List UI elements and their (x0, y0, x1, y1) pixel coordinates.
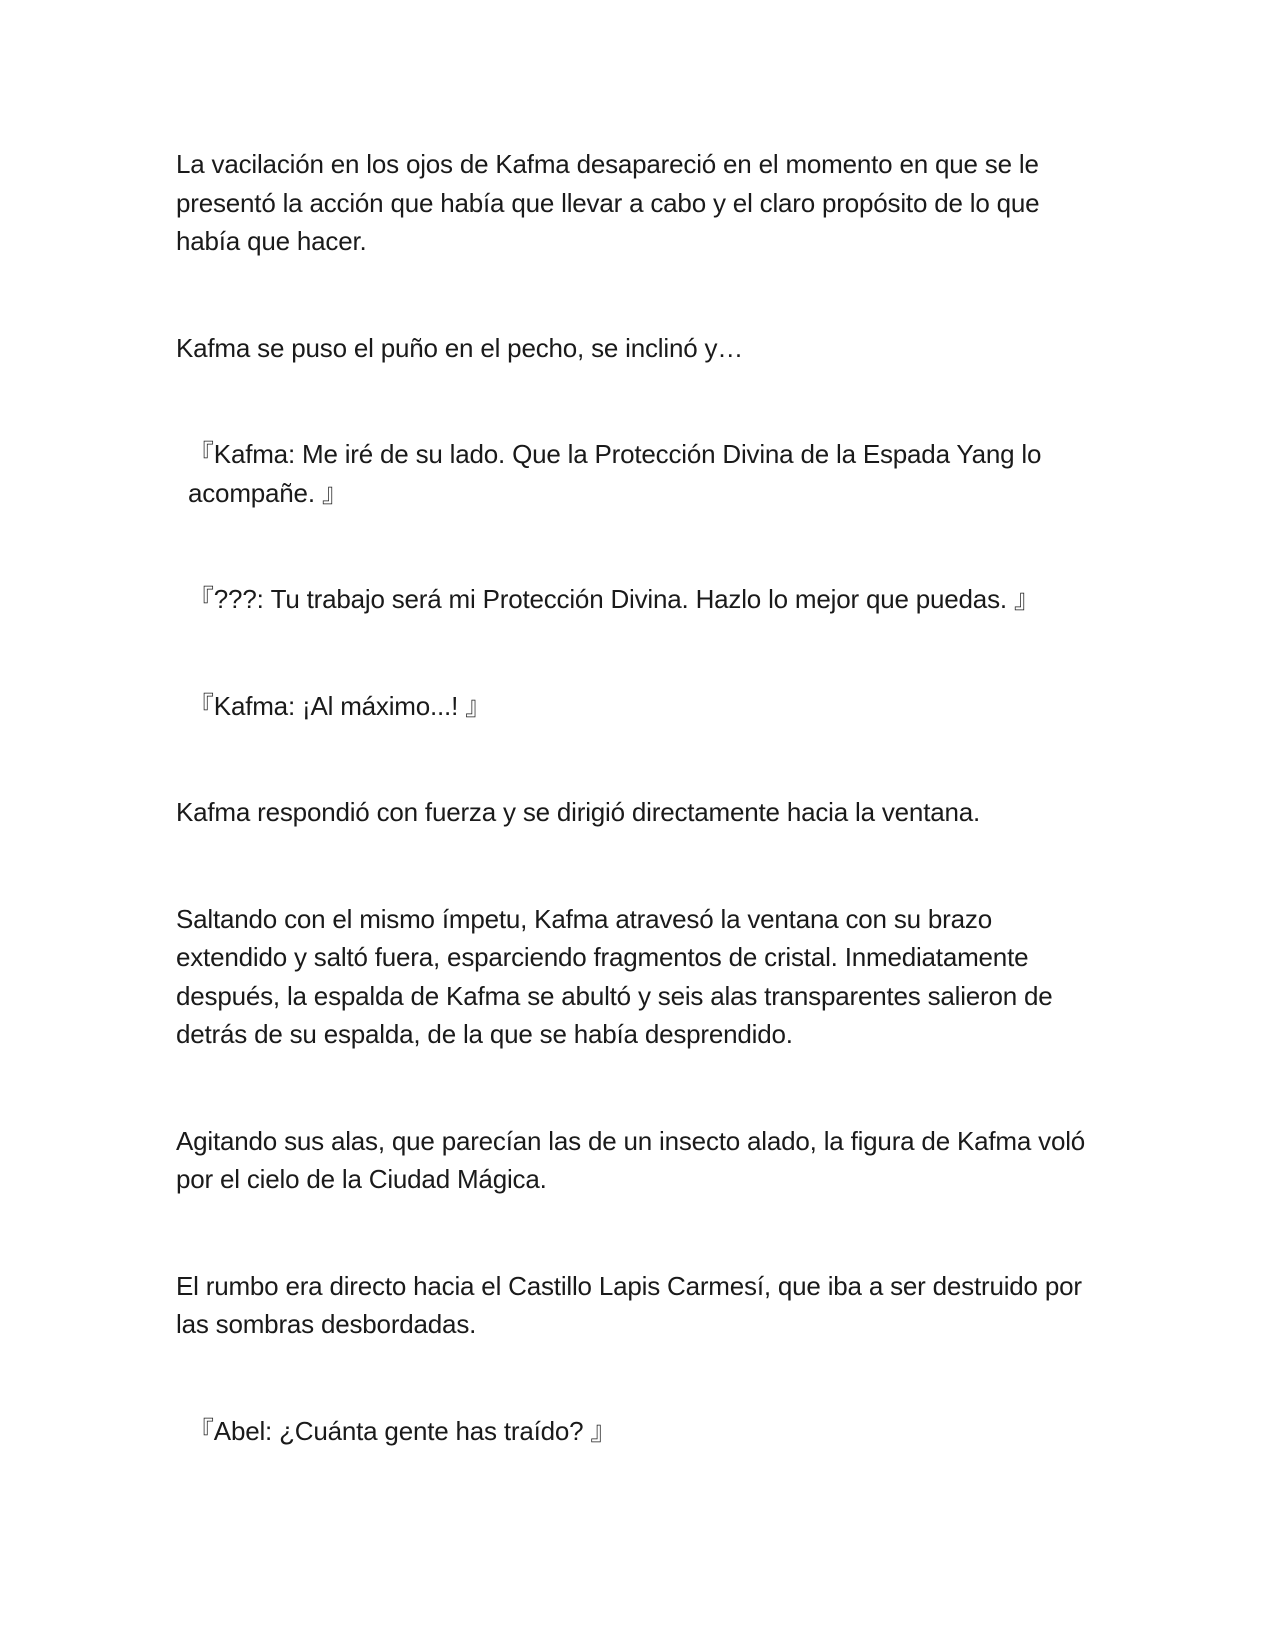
paragraph-kafma-window: Kafma respondió con fuerza y se dirigió directamente hacia la ventana. (176, 797, 981, 827)
dialogue-kafma-al-maximo: 『Kafma: ¡Al máximo...! 』 (188, 690, 491, 721)
text-column (176, 145, 1096, 1450)
paragraph-castle-heading: El rumbo era directo hacia el Castillo Lapis Carmesí, que iba a ser destruido por las sombras desbordadas. (176, 1270, 1082, 1339)
paragraph-kafma-flies: Agitando sus alas, que parecían las de un insecto alado, la figura de Kafma voló por el cielo de la Ciudad Mágica. (176, 1125, 1086, 1194)
dialogue-abel-question: 『Abel: ¿Cuánta gente has traído? 』 (188, 1415, 617, 1446)
paragraph-kafma-jumps: Saltando con el mismo ímpetu, Kafma atravesó la ventana con su brazo extendido y saltó fuera, esparciendo fragmentos de cristal. Inmediatamente después, la espalda de Kafma se abultó y seis alas transparentes salieron de detrás de su espalda, de la que se había desprendido. (176, 903, 1053, 1049)
paragraph-kafma-bows: Kafma se puso el puño en el pecho, se inclinó y… (176, 332, 744, 363)
paragraph-kafma-hesitation: La vacilación en los ojos de Kafma desapareció en el momento en que se le presentó la acción que había que llevar a cabo y el claro propósito de lo que había que hacer. (176, 149, 1040, 256)
dialogue-kafma-farewell: 『Kafma: Me iré de su lado. Que la Protección Divina de la Espada Yang lo acompañe. 』 (188, 439, 1042, 508)
dialogue-unknown-reply: 『???: Tu trabajo será mi Protección Divina. Hazlo lo mejor que puedas. 』 (188, 584, 1040, 614)
